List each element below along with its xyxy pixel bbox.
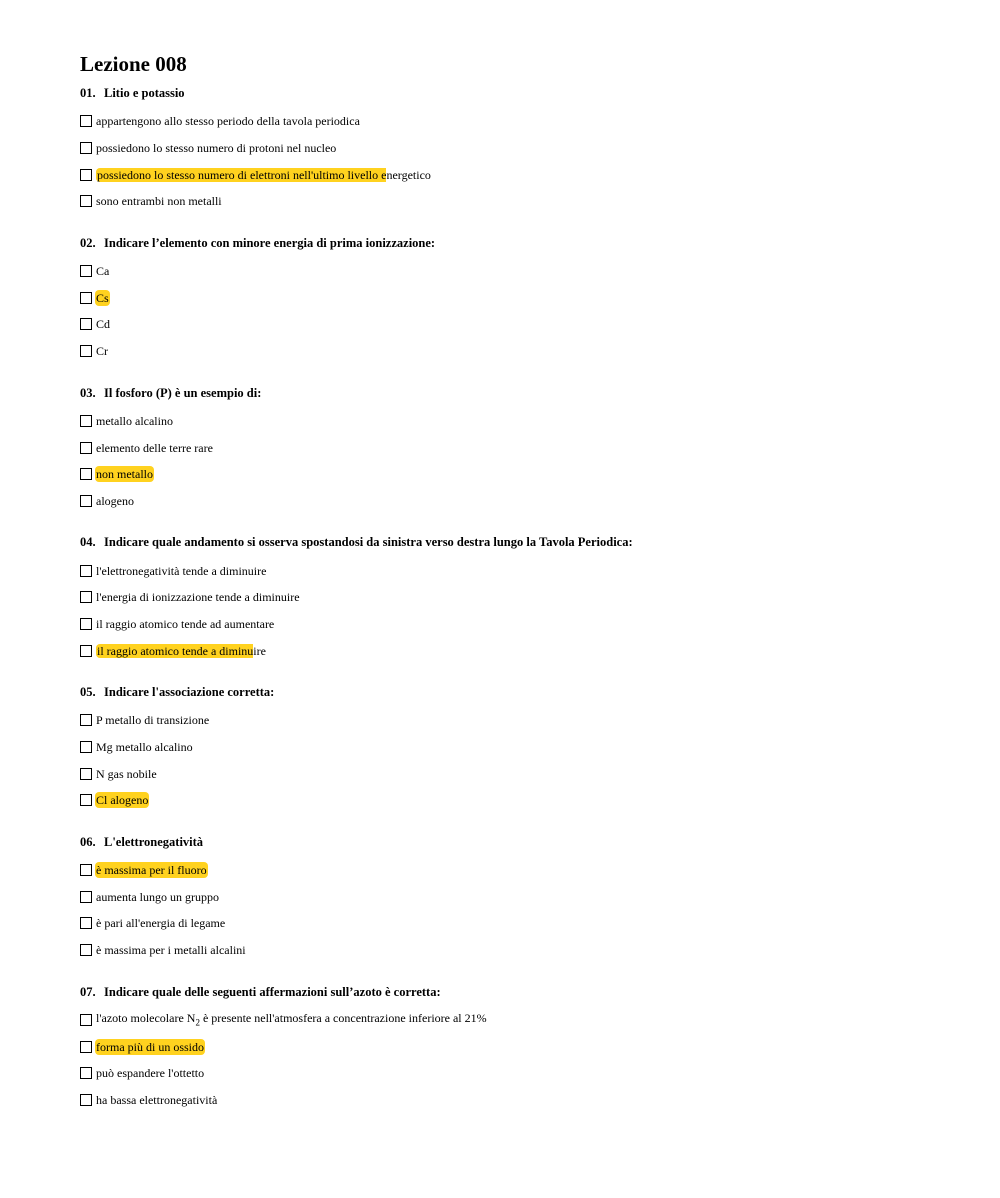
question-list bbox=[80, 83, 960, 1113]
question-number: 04. bbox=[80, 535, 96, 550]
answer-option[interactable] bbox=[80, 584, 960, 611]
quiz-page bbox=[80, 50, 960, 1131]
answer-text: aumenta lungo un gruppo bbox=[96, 889, 219, 904]
answer-checkbox[interactable] bbox=[80, 195, 92, 207]
question-01 bbox=[80, 83, 960, 215]
answer-text: il raggio atomico tende ad aumentare bbox=[96, 616, 275, 631]
answer-option-highlighted[interactable] bbox=[80, 857, 960, 884]
question-text: Indicare l'associazione corretta: bbox=[104, 685, 275, 699]
answer-option[interactable] bbox=[80, 937, 960, 964]
answer-text: Cd bbox=[96, 317, 111, 332]
answer-highlight: il raggio atomico tende a diminu bbox=[97, 643, 254, 658]
answer-option[interactable] bbox=[80, 311, 960, 338]
question-header bbox=[80, 682, 960, 702]
answer-option[interactable] bbox=[80, 488, 960, 515]
question-header bbox=[80, 233, 960, 253]
question-text: Indicare quale andamento si osserva spostandosi da sinistra verso destra lungo la Tavola Periodica: bbox=[104, 535, 633, 550]
answer-highlight: possiedono lo stesso numero di elettroni nell'ultimo livello e bbox=[97, 167, 387, 182]
question-header bbox=[80, 383, 960, 403]
answer-option[interactable] bbox=[80, 1087, 960, 1114]
question-number: 03. bbox=[80, 385, 96, 400]
answer-option[interactable] bbox=[80, 910, 960, 937]
answer-text-rest: ire bbox=[253, 643, 266, 658]
answer-text: è massima per i metalli alcalini bbox=[96, 943, 246, 958]
answer-list bbox=[80, 108, 960, 215]
answer-option[interactable] bbox=[80, 883, 960, 910]
answer-checkbox[interactable] bbox=[80, 768, 92, 780]
answer-text-after: è presente nell'atmosfera a concentrazione inferiore al 21% bbox=[199, 1010, 487, 1025]
answer-checkbox[interactable] bbox=[80, 714, 92, 726]
answer-option[interactable] bbox=[80, 557, 960, 584]
answer-text: l'energia di ionizzazione tende a diminuire bbox=[96, 590, 300, 605]
answer-checkbox[interactable] bbox=[80, 864, 92, 876]
answer-checkbox[interactable] bbox=[80, 292, 92, 304]
question-header bbox=[80, 982, 960, 1002]
answer-checkbox[interactable] bbox=[80, 345, 92, 357]
question-text: L'elettronegatività bbox=[104, 834, 204, 849]
question-number: 06. bbox=[80, 834, 96, 849]
answer-checkbox[interactable] bbox=[80, 917, 92, 929]
answer-option[interactable] bbox=[80, 734, 960, 761]
question-06 bbox=[80, 832, 960, 964]
answer-text: forma più di un ossido bbox=[96, 1039, 204, 1054]
answer-option-highlighted[interactable] bbox=[80, 637, 960, 664]
answer-checkbox[interactable] bbox=[80, 442, 92, 454]
answer-list bbox=[80, 1007, 960, 1114]
answer-text: Ca bbox=[96, 264, 110, 279]
question-03 bbox=[80, 383, 960, 515]
question-number: 02. bbox=[80, 235, 96, 250]
question-04 bbox=[80, 532, 960, 664]
answer-option-highlighted[interactable] bbox=[80, 787, 960, 814]
question-number: 01. bbox=[80, 86, 96, 100]
answer-text: metallo alcalino bbox=[96, 413, 173, 428]
answer-checkbox[interactable] bbox=[80, 169, 92, 181]
answer-text: appartengono allo stesso periodo della tavola periodica bbox=[96, 114, 360, 129]
question-number: 05. bbox=[80, 685, 96, 699]
answer-text: Mg metallo alcalino bbox=[96, 740, 193, 755]
answer-option[interactable] bbox=[80, 108, 960, 135]
answer-list bbox=[80, 857, 960, 964]
answer-option[interactable] bbox=[80, 258, 960, 285]
answer-option[interactable] bbox=[80, 434, 960, 461]
question-header bbox=[80, 832, 960, 852]
answer-option[interactable] bbox=[80, 338, 960, 365]
answer-text: N gas nobile bbox=[96, 766, 157, 781]
answer-option-highlighted[interactable] bbox=[80, 284, 960, 311]
answer-checkbox[interactable] bbox=[80, 142, 92, 154]
answer-text: può espandere l'ottetto bbox=[96, 1066, 205, 1081]
answer-text: ha bassa elettronegatività bbox=[96, 1092, 218, 1107]
answer-checkbox[interactable] bbox=[80, 318, 92, 330]
answer-checkbox[interactable] bbox=[80, 495, 92, 507]
answer-checkbox[interactable] bbox=[80, 115, 92, 127]
answer-text: P metallo di transizione bbox=[96, 713, 210, 728]
answer-option[interactable] bbox=[80, 408, 960, 435]
answer-checkbox[interactable] bbox=[80, 415, 92, 427]
answer-option[interactable] bbox=[80, 188, 960, 215]
answer-text bbox=[95, 643, 267, 659]
answer-option-highlighted[interactable] bbox=[80, 461, 960, 488]
answer-text: è pari all'energia di legame bbox=[96, 916, 226, 931]
answer-checkbox[interactable] bbox=[80, 618, 92, 630]
answer-checkbox[interactable] bbox=[80, 565, 92, 577]
subscript: 2 bbox=[195, 1017, 200, 1028]
answer-text-rest: nergetico bbox=[386, 167, 431, 182]
question-07 bbox=[80, 982, 960, 1114]
answer-text: non metallo bbox=[96, 467, 153, 482]
answer-checkbox[interactable] bbox=[80, 944, 92, 956]
answer-list bbox=[80, 408, 960, 515]
question-text: Il fosforo (P) è un esempio di: bbox=[104, 385, 262, 400]
answer-option-highlighted[interactable] bbox=[80, 1033, 960, 1060]
answer-checkbox[interactable] bbox=[80, 1041, 92, 1053]
answer-checkbox[interactable] bbox=[80, 794, 92, 806]
question-05 bbox=[80, 682, 960, 814]
answer-checkbox[interactable] bbox=[80, 1014, 92, 1026]
answer-checkbox[interactable] bbox=[80, 645, 92, 657]
answer-checkbox[interactable] bbox=[80, 591, 92, 603]
answer-checkbox[interactable] bbox=[80, 265, 92, 277]
answer-option[interactable] bbox=[80, 1060, 960, 1087]
answer-list bbox=[80, 258, 960, 365]
answer-checkbox[interactable] bbox=[80, 468, 92, 480]
question-header bbox=[80, 532, 960, 552]
answer-text-before: l'azoto molecolare N bbox=[96, 1010, 196, 1025]
question-02 bbox=[80, 233, 960, 365]
question-text: Litio e potassio bbox=[104, 86, 185, 100]
answer-checkbox[interactable] bbox=[80, 1094, 92, 1106]
question-number: 07. bbox=[80, 984, 96, 999]
lesson-title: Lezione 008 bbox=[80, 52, 187, 76]
answer-checkbox[interactable] bbox=[80, 1067, 92, 1079]
answer-option-highlighted[interactable] bbox=[80, 161, 960, 188]
answer-text: è massima per il fluoro bbox=[96, 863, 207, 878]
question-text: Indicare quale delle seguenti affermazioni sull’azoto è corretta: bbox=[104, 984, 441, 999]
answer-text: alogeno bbox=[96, 493, 134, 508]
answer-option[interactable] bbox=[80, 611, 960, 638]
answer-option[interactable] bbox=[80, 1007, 960, 1034]
answer-option[interactable] bbox=[80, 760, 960, 787]
answer-option[interactable] bbox=[80, 707, 960, 734]
answer-text: l'elettronegatività tende a diminuire bbox=[96, 563, 267, 578]
answer-option[interactable] bbox=[80, 135, 960, 162]
answer-text bbox=[95, 167, 432, 183]
answer-text: Cl alogeno bbox=[96, 793, 149, 808]
answer-text: possiedono lo stesso numero di protoni nel nucleo bbox=[96, 141, 337, 156]
answer-text bbox=[95, 1010, 488, 1030]
answer-list bbox=[80, 557, 960, 664]
answer-text: Cr bbox=[96, 344, 108, 359]
answer-text: Cs bbox=[96, 290, 109, 305]
answer-text: elemento delle terre rare bbox=[96, 440, 213, 455]
answer-text: sono entrambi non metalli bbox=[96, 194, 222, 209]
answer-checkbox[interactable] bbox=[80, 741, 92, 753]
answer-list bbox=[80, 707, 960, 814]
answer-checkbox[interactable] bbox=[80, 891, 92, 903]
question-header bbox=[80, 83, 960, 103]
question-text: Indicare l’elemento con minore energia di prima ionizzazione: bbox=[104, 235, 436, 250]
